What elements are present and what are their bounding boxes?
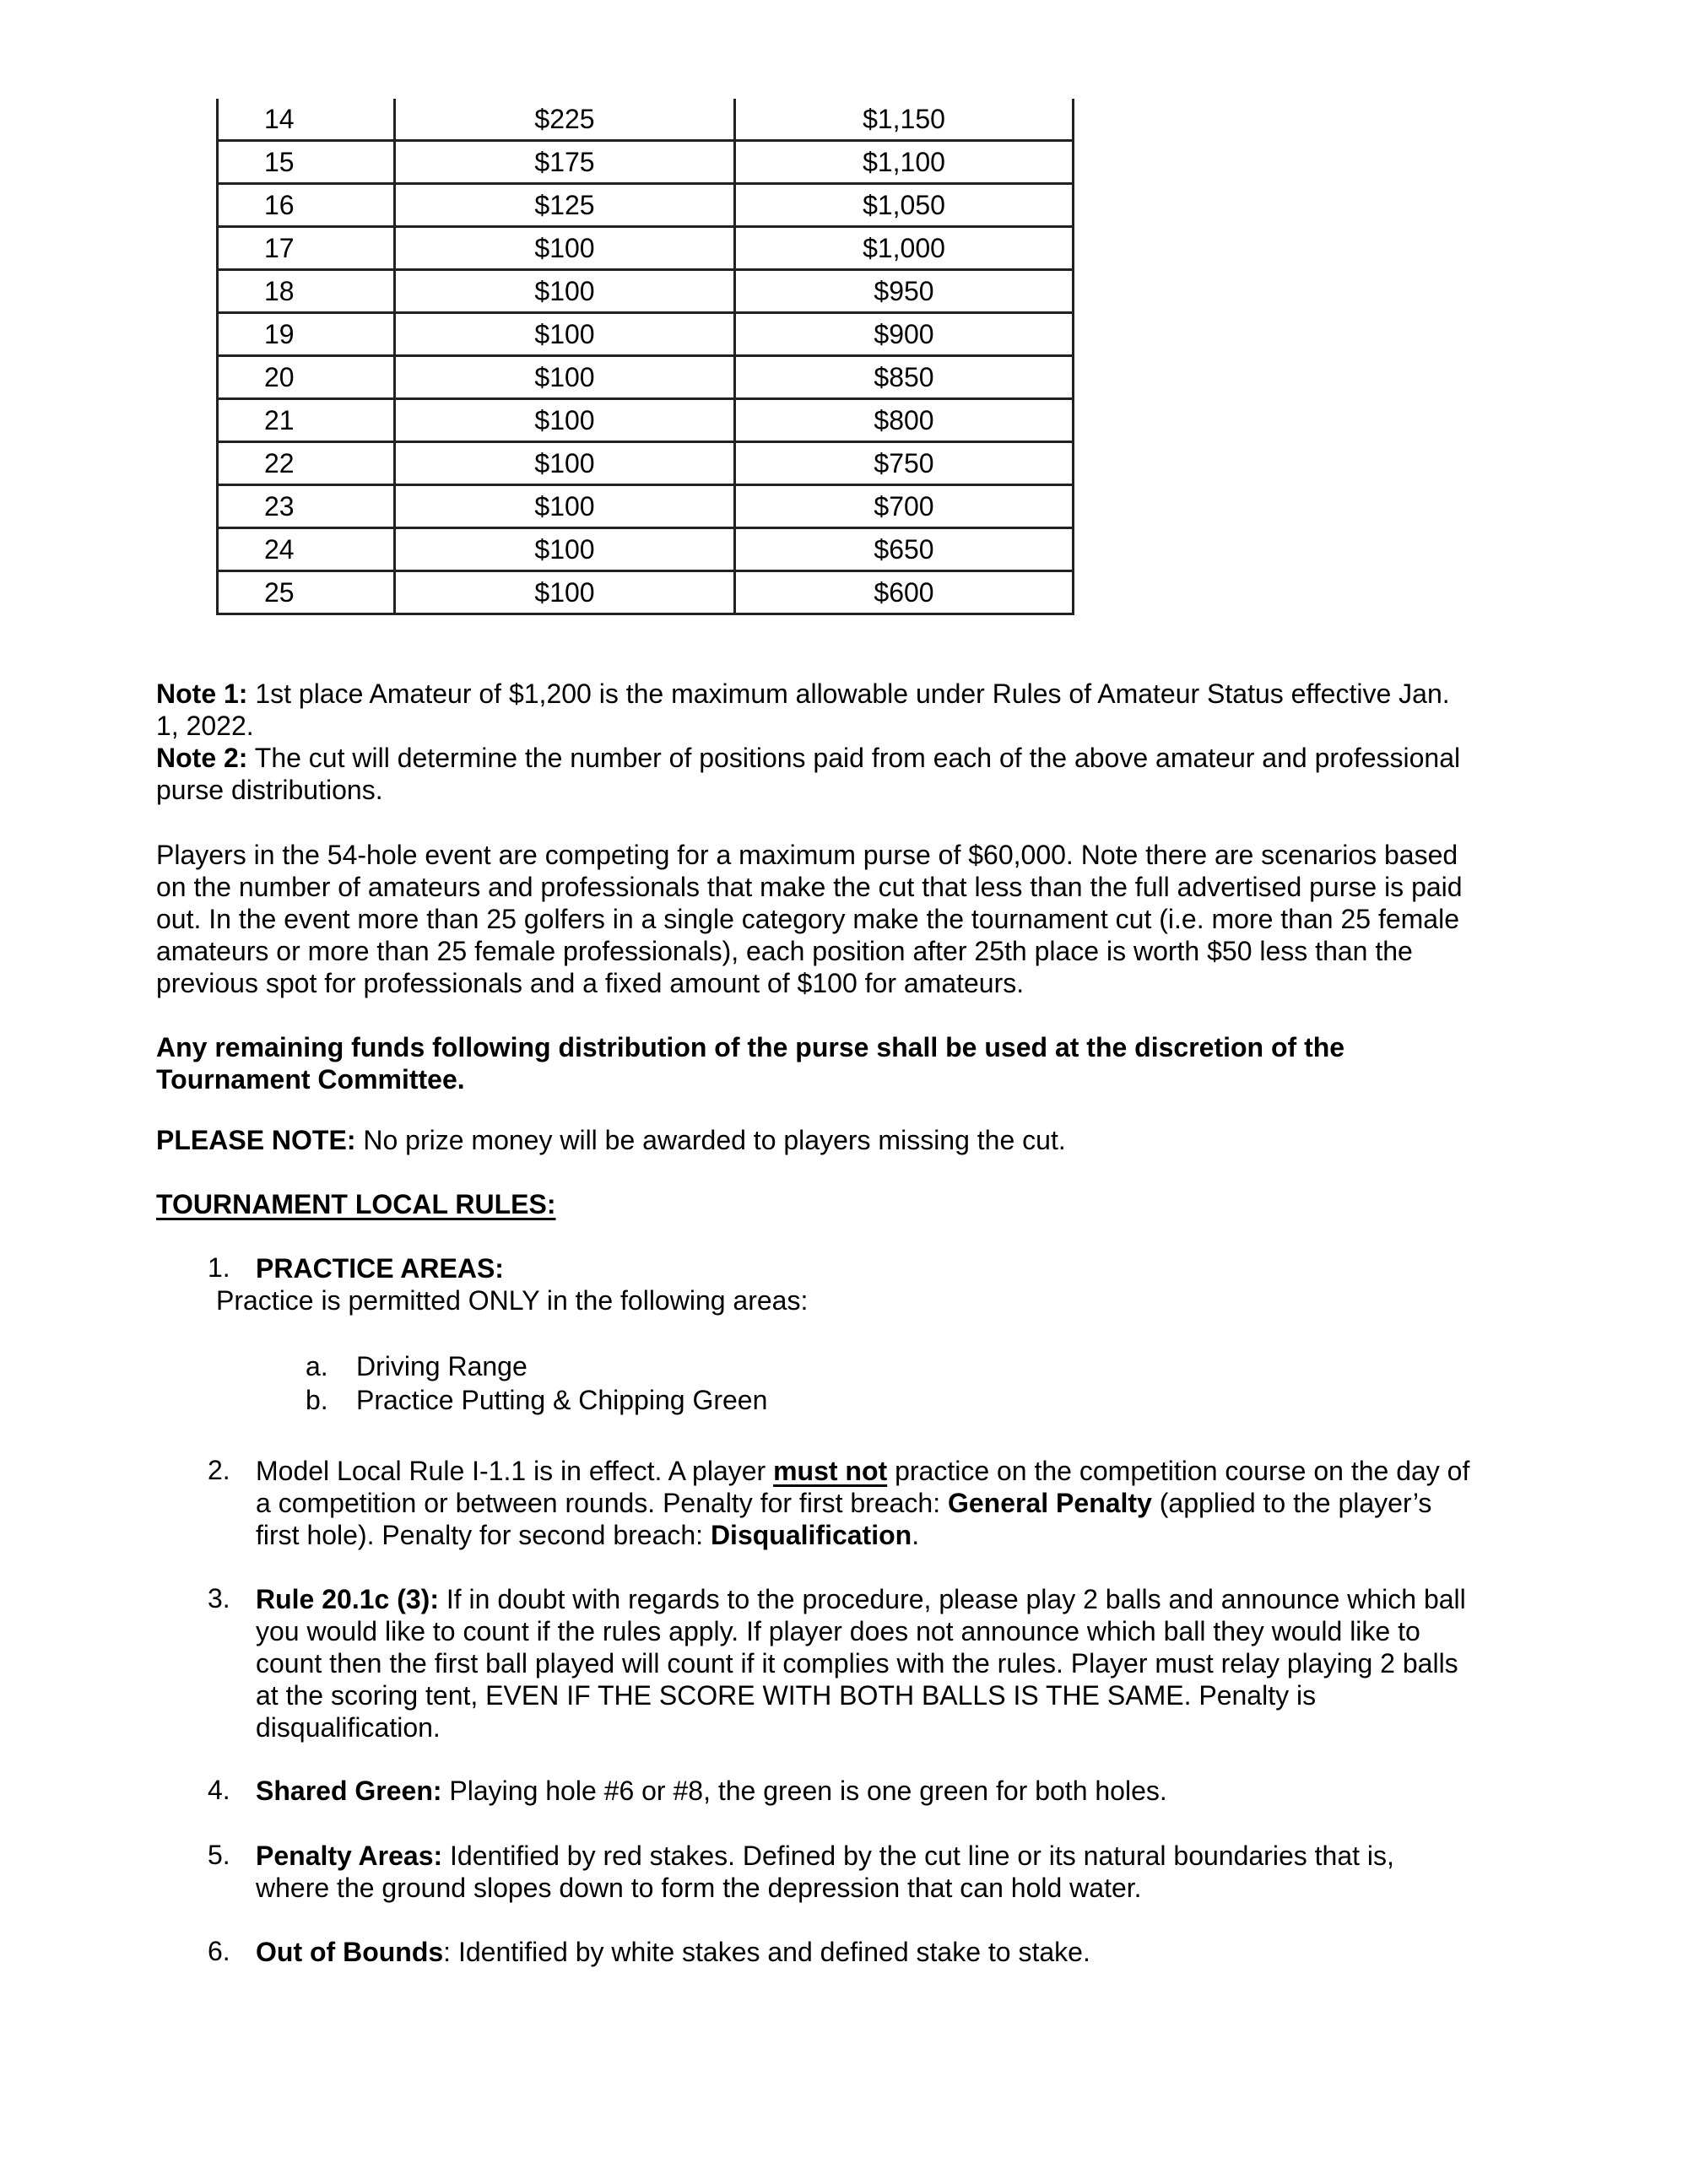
professional-purse-cell: $1,000 — [735, 227, 1074, 270]
rule-5-number: 5. — [208, 1840, 230, 1870]
rule-6-text: : Identified by white stakes and defined stake to stake. — [443, 1937, 1090, 1967]
purse-distribution-table — [216, 99, 1074, 615]
rule-4-number: 4. — [208, 1775, 230, 1805]
position-cell: 23 — [218, 485, 395, 528]
rule-3-number: 3. — [208, 1583, 230, 1614]
professional-purse-cell: $1,050 — [735, 184, 1074, 227]
table-row — [218, 528, 1074, 571]
amateur-purse-cell: $100 — [395, 313, 735, 356]
professional-purse-cell: $1,100 — [735, 141, 1074, 184]
table-row — [218, 356, 1074, 399]
position-cell: 17 — [218, 227, 395, 270]
amateur-purse-cell: $125 — [395, 184, 735, 227]
position-cell: 14 — [218, 99, 395, 141]
rule-2-text: Model Local Rule I-1.1 is in effect. A player — [256, 1456, 774, 1486]
rule-2-general-penalty: General Penalty — [947, 1488, 1152, 1518]
rule-6-number: 6. — [208, 1936, 230, 1966]
position-cell: 19 — [218, 313, 395, 356]
rule-3-text: If in doubt with regards to the procedure, please play 2 balls and announce which ball you would like to count if the rules apply. If player does not announce which ball they would like to count then the first ball played will count if it complies with the rules. Player must relay playing 2 balls at the scoring tent, EVEN IF THE SCORE WITH BOTH BALLS IS THE SAME. Penalty is disqualification. — [256, 1584, 1466, 1743]
rule-1-sub-a-text: Driving Range — [356, 1351, 528, 1381]
rule-1-number: 1. — [208, 1252, 230, 1283]
amateur-purse-cell: $100 — [395, 356, 735, 399]
note-2 — [156, 742, 1473, 806]
rule-2-number: 2. — [208, 1455, 230, 1485]
position-cell: 21 — [218, 399, 395, 442]
note-1-label: Note 1: — [156, 678, 248, 709]
rule-2-body — [256, 1455, 1471, 1551]
table-row — [218, 485, 1074, 528]
rule-5-text: Identified by red stakes. Defined by the cut line or its natural boundaries that is, where the ground slopes down to form the depression that can hold water. — [256, 1841, 1394, 1903]
note-1-text: 1st place Amateur of $1,200 is the maximum allowable under Rules of Amateur Status effective Jan. 1, 2022. — [156, 678, 1450, 741]
professional-purse-cell: $850 — [735, 356, 1074, 399]
rule-1-body: Practice is permitted ONLY in the following areas: — [216, 1285, 809, 1316]
amateur-purse-cell: $100 — [395, 399, 735, 442]
local-rules-heading-text: TOURNAMENT LOCAL RULES: — [156, 1189, 556, 1219]
professional-purse-cell: $950 — [735, 270, 1074, 313]
professional-purse-cell: $800 — [735, 399, 1074, 442]
position-cell: 16 — [218, 184, 395, 227]
amateur-purse-cell: $100 — [395, 442, 735, 485]
table-row — [218, 141, 1074, 184]
table-row — [218, 184, 1074, 227]
rule-4-label: Shared Green: — [256, 1776, 442, 1806]
position-cell: 20 — [218, 356, 395, 399]
professional-purse-cell: $650 — [735, 528, 1074, 571]
table-row — [218, 99, 1074, 141]
rule-6-body — [256, 1936, 1471, 1968]
please-note-label: PLEASE NOTE: — [156, 1125, 356, 1155]
rule-4-body — [256, 1775, 1471, 1807]
remaining-funds-statement: Any remaining funds following distribution of the purse shall be used at the discretion of the Tournament Committee. — [156, 1032, 1345, 1095]
table-row — [218, 227, 1074, 270]
note-1 — [156, 678, 1473, 742]
table-row — [218, 313, 1074, 356]
amateur-purse-cell: $100 — [395, 227, 735, 270]
notes-section — [156, 678, 1473, 806]
professional-purse-cell: $900 — [735, 313, 1074, 356]
rule-2-emphasis: must not — [773, 1456, 888, 1486]
amateur-purse-cell: $100 — [395, 270, 735, 313]
rule-2-disqualification: Disqualification — [710, 1520, 912, 1550]
rule-6-label: Out of Bounds — [256, 1937, 444, 1967]
rule-2-text: . — [912, 1520, 920, 1550]
local-rules-heading — [156, 1188, 1473, 1220]
amateur-purse-cell: $175 — [395, 141, 735, 184]
rule-4-text: Playing hole #6 or #8, the green is one green for both holes. — [441, 1776, 1167, 1806]
rule-3-label: Rule 20.1c (3): — [256, 1584, 439, 1614]
amateur-purse-cell: $100 — [395, 528, 735, 571]
professional-purse-cell: $700 — [735, 485, 1074, 528]
rule-1-title: PRACTICE AREAS: — [256, 1253, 504, 1284]
rule-1-sub-a-letter: a. — [306, 1351, 328, 1381]
position-cell: 18 — [218, 270, 395, 313]
table-row — [218, 571, 1074, 614]
rule-5-body — [256, 1840, 1471, 1904]
rule-1-sub-b-text: Practice Putting & Chipping Green — [356, 1385, 768, 1415]
please-note-text: No prize money will be awarded to players missing the cut. — [355, 1125, 1066, 1155]
position-cell: 15 — [218, 141, 395, 184]
note-2-text: The cut will determine the number of positions paid from each of the above amateur and professional purse distributions. — [156, 743, 1461, 805]
position-cell: 24 — [218, 528, 395, 571]
note-2-label: Note 2: — [156, 743, 248, 773]
professional-purse-cell: $600 — [735, 571, 1074, 614]
position-cell: 25 — [218, 571, 395, 614]
table-row — [218, 399, 1074, 442]
position-cell: 22 — [218, 442, 395, 485]
amateur-purse-cell: $100 — [395, 485, 735, 528]
professional-purse-cell: $1,150 — [735, 99, 1074, 141]
amateur-purse-cell: $100 — [395, 571, 735, 614]
table-row — [218, 270, 1074, 313]
rule-5-label: Penalty Areas: — [256, 1841, 443, 1871]
professional-purse-cell: $750 — [735, 442, 1074, 485]
rule-2-text: practice on the competition course on the day of a competition or between rounds. Penalty for first breach: — [256, 1456, 1470, 1518]
purse-paragraph: Players in the 54-hole event are competing for a maximum purse of $60,000. Note there are scenarios based on the number of amateurs and professionals that make the cut that less than the full advertised purse is paid out. In the event more than 25 golfers in a single category make the tournament cut (i.e. more than 25 female amateurs or more than 25 female professionals), each position after 25th place is worth $50 less than the previous spot for professionals and a fixed amount of $100 for amateurs. — [156, 840, 1463, 998]
rule-1-sub-b-letter: b. — [306, 1385, 328, 1415]
rule-3-body — [256, 1583, 1471, 1743]
please-note — [156, 1124, 1473, 1156]
rule-2-text: (applied to the player’s first hole). Penalty for second breach: — [256, 1488, 1432, 1550]
table-row — [218, 442, 1074, 485]
amateur-purse-cell: $225 — [395, 99, 735, 141]
